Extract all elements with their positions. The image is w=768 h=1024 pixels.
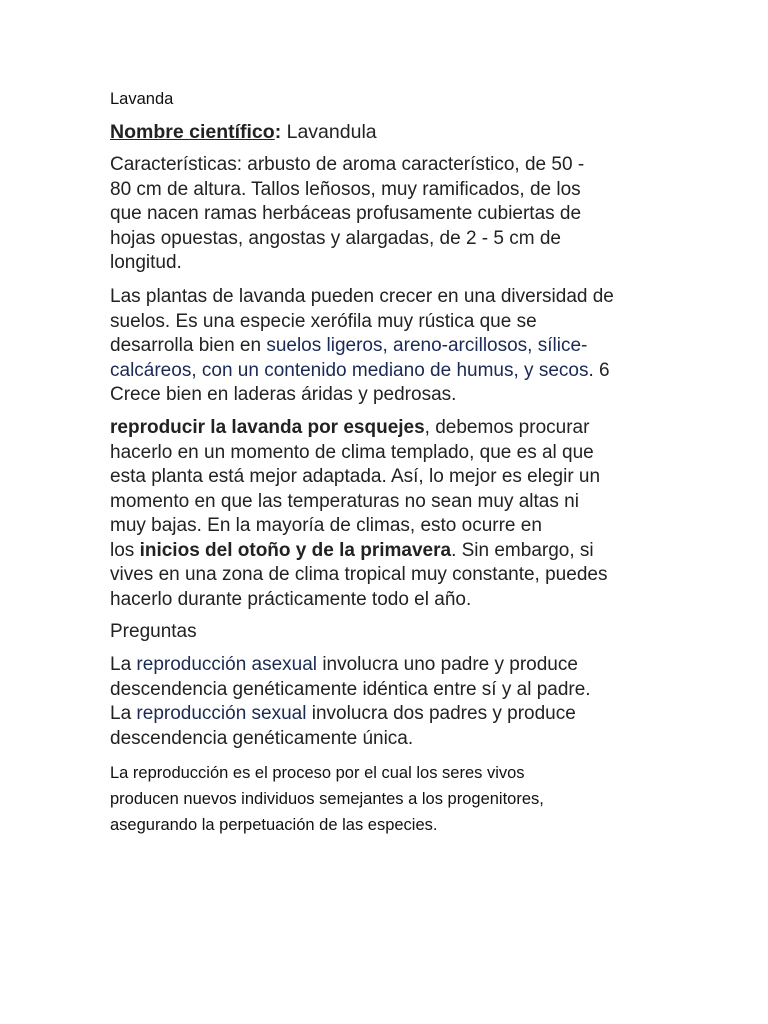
reproduction-text: . Sin embargo, si — [451, 539, 594, 561]
soils-text: desarrolla bien en — [110, 335, 267, 356]
reproduction-line: muy bajas. En la mayoría de climas, esto ocurre en — [110, 515, 542, 536]
soils-line: Las plantas de lavanda pueden crecer en una diversidad de — [110, 286, 614, 307]
soils-line: Crece bien en laderas áridas y pedrosas. — [110, 384, 457, 405]
reproduction-bold: inicios del otoño y de la primavera — [139, 539, 452, 561]
soils-line — [110, 334, 614, 359]
document-title — [110, 86, 173, 112]
characteristics-line: hojas opuestas, angostas y alargadas, de 2 - 5 cm de — [110, 227, 561, 249]
questions-line — [110, 653, 591, 678]
characteristics-paragraph — [110, 153, 584, 276]
characteristics-line: Características: arbusto de aroma característico, de 50 - — [110, 154, 585, 175]
reproduction-line: vives en una zona de clima tropical muy constante, puedes — [110, 564, 608, 585]
reproduction-text: los — [110, 539, 140, 561]
questions-paragraph — [110, 653, 591, 751]
scientific-name-value: Lavandula — [281, 121, 377, 143]
scientific-name-line — [110, 120, 377, 145]
questions-text: La — [110, 654, 137, 675]
characteristics-line: 80 cm de altura. Tallos leñosos, muy ramificados, de los — [110, 178, 581, 200]
soils-highlight: suelos ligeros, areno-arcillosos, sílice- — [266, 335, 588, 356]
asexual-reproduction-term: reproducción asexual — [136, 654, 318, 675]
soils-line: suelos. Es una especie xerófila muy rústica que se — [110, 310, 537, 332]
reproduction-line: momento en que las temperaturas no sean muy altas ni — [110, 490, 579, 512]
reproduction-line: hacerlo en un momento de clima templado, que es al que — [110, 441, 594, 463]
questions-line: descendencia genéticamente única. — [110, 727, 414, 749]
sexual-reproduction-term: reproducción sexual — [136, 703, 307, 724]
definition-paragraph — [110, 760, 544, 838]
soils-line — [110, 359, 614, 384]
questions-line — [110, 702, 591, 727]
title-text: Lavanda — [110, 90, 174, 108]
questions-line: descendencia genéticamente idéntica entre sí y al padre. — [110, 678, 591, 700]
reproduction-paragraph — [110, 416, 607, 612]
characteristics-line: longitud. — [110, 252, 182, 273]
definition-line: producen nuevos individuos semejantes a los progenitores, — [110, 790, 544, 808]
reproduction-line — [110, 416, 607, 441]
reproduction-line: hacerlo durante prácticamente todo el año. — [110, 588, 472, 610]
definition-line: asegurando la perpetuación de las especies. — [110, 816, 438, 834]
characteristics-line: que nacen ramas herbáceas profusamente cubiertas de — [110, 203, 582, 224]
scientific-name — [110, 120, 377, 145]
scientific-name-colon: : — [274, 121, 282, 143]
reproduction-line: esta planta está mejor adaptada. Así, lo mejor es elegir un — [110, 466, 601, 487]
reproduction-line — [110, 539, 607, 564]
questions-heading — [110, 620, 197, 645]
soils-paragraph — [110, 285, 614, 408]
questions-text: La — [110, 703, 137, 724]
scientific-name-label: Nombre científico — [110, 121, 275, 143]
reproduction-text: , debemos procurar — [424, 417, 590, 438]
questions-heading-text: Preguntas — [110, 621, 197, 642]
questions-text: involucra uno padre y produce — [317, 654, 578, 675]
soils-highlight: calcáreos, con un contenido mediano de humus, y secos — [110, 359, 589, 381]
questions-text: involucra dos padres y produce — [306, 703, 576, 724]
reproduction-bold: reproducir la lavanda por esquejes — [110, 417, 425, 438]
soils-text: . 6 — [588, 359, 610, 381]
definition-line: La reproducción es el proceso por el cual los seres vivos — [110, 764, 525, 782]
